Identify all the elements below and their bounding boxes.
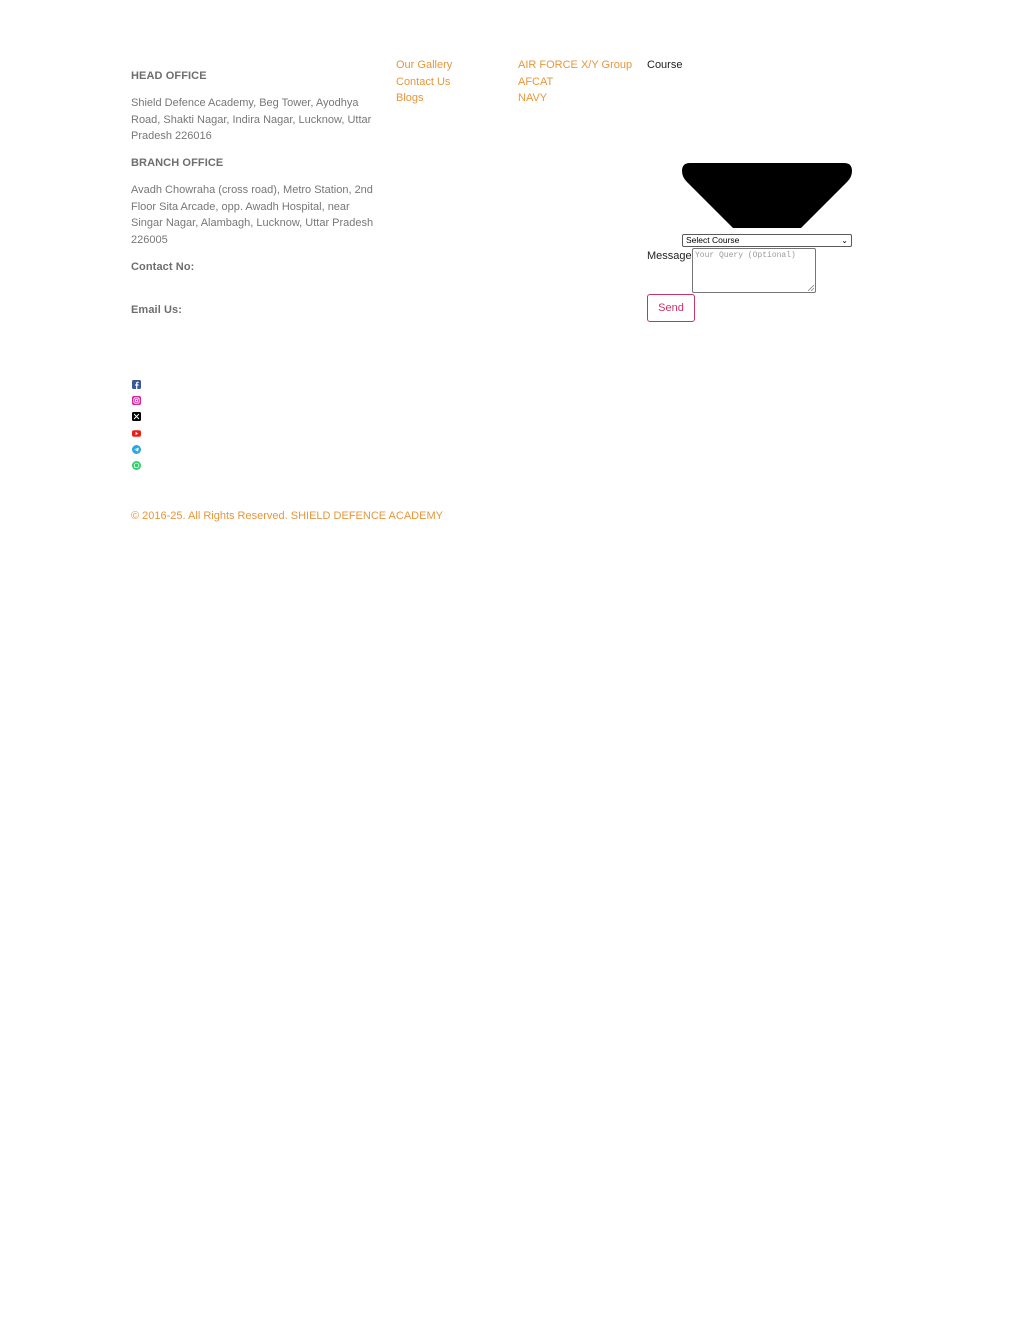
course-select-value: Select Course xyxy=(686,235,740,245)
link-contact-us[interactable]: Contact Us xyxy=(396,75,451,88)
instagram-icon[interactable] xyxy=(132,396,141,405)
link-blogs[interactable]: Blogs xyxy=(396,92,424,104)
email-label: Email Us: xyxy=(131,304,183,316)
link-afcat[interactable]: AFCAT xyxy=(518,75,554,88)
branch-office-heading: BRANCH OFFICE xyxy=(131,157,224,169)
link-our-gallery[interactable]: Our Gallery xyxy=(396,59,453,71)
contact-label: Contact No: xyxy=(131,261,195,273)
course-select[interactable] xyxy=(682,234,852,247)
link-air-force[interactable]: AIR FORCE X/Y Group xyxy=(518,59,633,71)
telegram-icon[interactable] xyxy=(132,445,141,454)
course-label: Course xyxy=(647,59,683,71)
message-textarea[interactable] xyxy=(692,248,816,293)
send-button[interactable]: Send xyxy=(647,294,695,322)
copyright-text: © 2016-25. All Rights Reserved. SHIELD DEFENCE ACADEMY xyxy=(131,510,443,522)
resize-handle-icon[interactable] xyxy=(808,285,814,291)
dropdown-arrow-shape xyxy=(682,163,852,228)
x-twitter-icon[interactable] xyxy=(132,412,141,421)
link-navy[interactable]: NAVY xyxy=(518,92,548,104)
head-office-address: Shield Defence Academy, Beg Tower, Ayodhya Road, Shakti Nagar, Indira Nagar, Lucknow, Uttar Pradesh 226016 xyxy=(131,97,372,142)
youtube-icon[interactable] xyxy=(132,429,141,438)
chevron-down-icon: ⌄ xyxy=(841,236,848,245)
facebook-icon[interactable] xyxy=(132,380,141,389)
head-office-heading: HEAD OFFICE xyxy=(131,70,207,82)
message-label: Message xyxy=(647,250,692,262)
quick-links xyxy=(396,57,452,107)
message-placeholder: Your Query (Optional) xyxy=(695,251,796,260)
course-links xyxy=(518,57,632,107)
branch-office-address: Avadh Chowraha (cross road), Metro Station, 2nd Floor Sita Arcade, opp. Awadh Hospital, near Singar Nagar, Alambagh, Lucknow, Uttar Pradesh 226005 xyxy=(131,184,374,246)
whatsapp-icon[interactable] xyxy=(132,461,141,470)
